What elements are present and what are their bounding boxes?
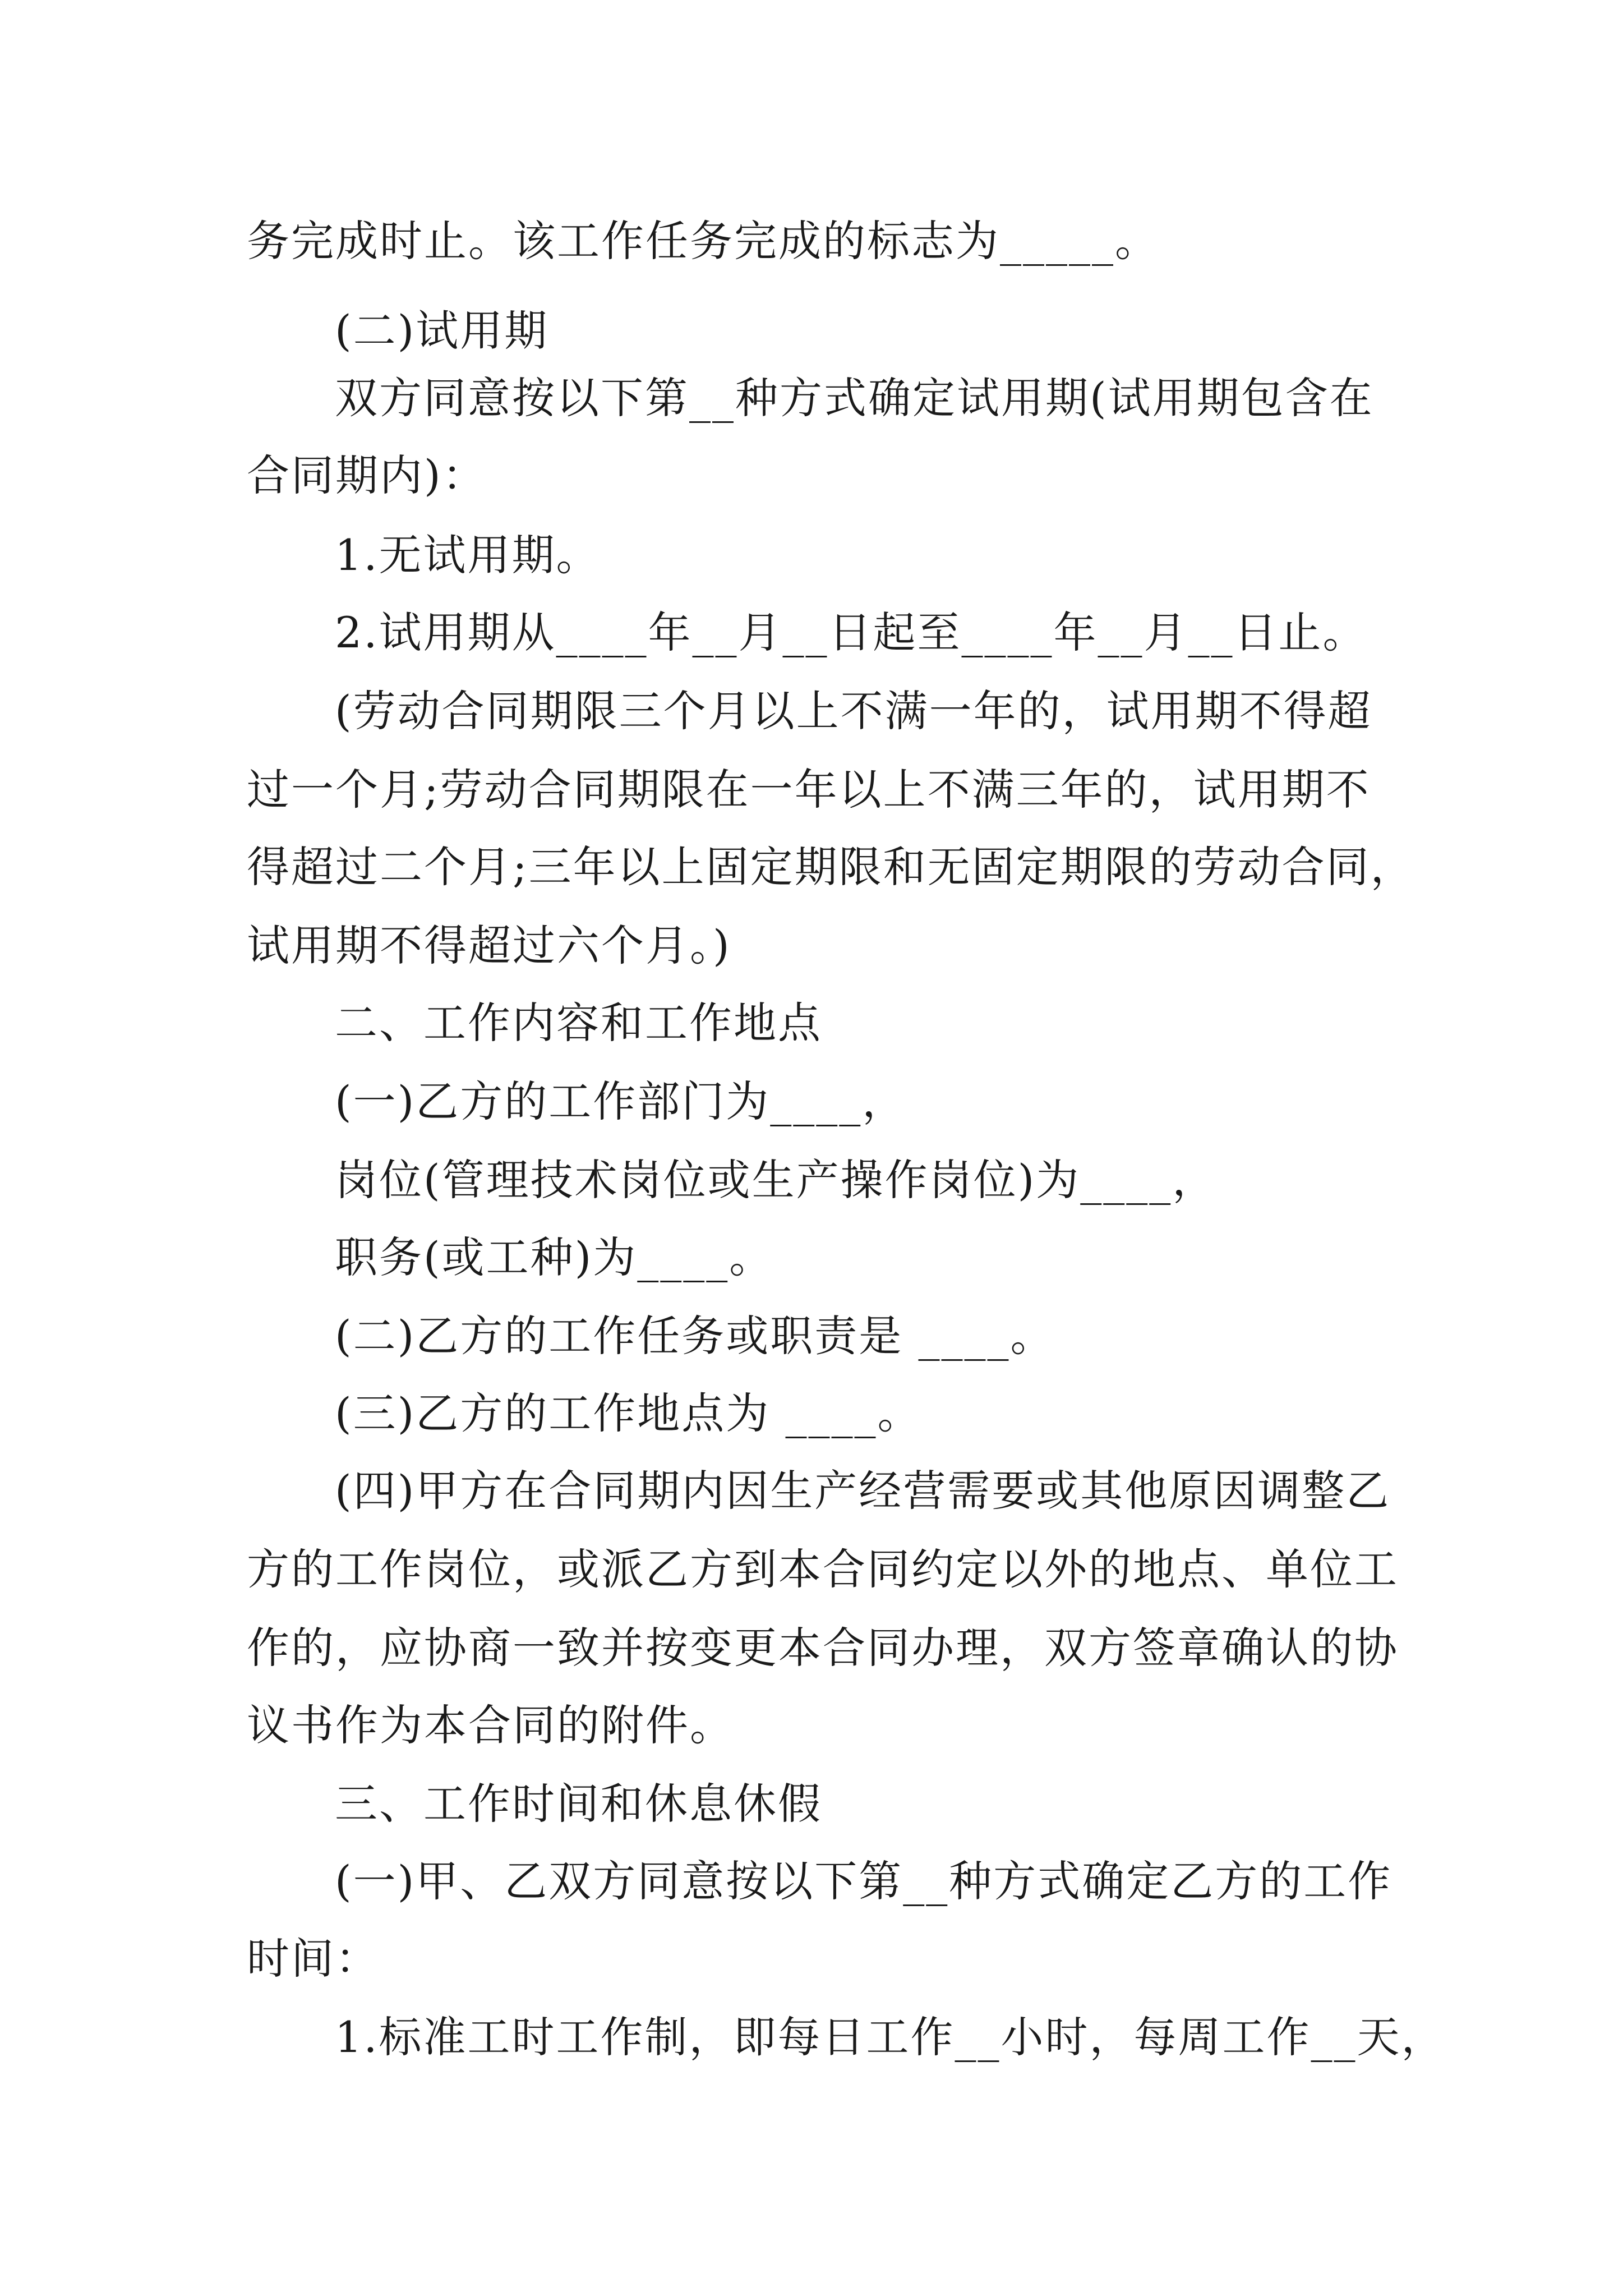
paragraph-line: 试用期不得超过六个月。) bbox=[247, 921, 731, 970]
paragraph-line: 作的，应协商一致并按变更本合同办理，双方签章确认的协 bbox=[247, 1623, 1399, 1673]
paragraph-line: (一)乙方的工作部门为____， bbox=[335, 1076, 907, 1126]
section-heading: 三、工作时间和休息休假 bbox=[335, 1779, 822, 1829]
paragraph-line: 方的工作岗位，或派乙方到本合同约定以外的地点、单位工 bbox=[247, 1544, 1399, 1594]
paragraph-line: 岗位(管理技术岗位或生产操作岗位)为____， bbox=[335, 1155, 1217, 1205]
list-item: 1.标准工时工作制，即每日工作__小时，每周工作__天， bbox=[335, 2012, 1446, 2062]
paragraph-line: 得超过二个月;三年以上固定期限和无固定期限的劳动合同， bbox=[247, 842, 1415, 892]
paragraph-line: (三)乙方的工作地点为 ____。 bbox=[335, 1388, 922, 1438]
paragraph-line: 时间： bbox=[247, 1934, 380, 1984]
paragraph-line: 双方同意按以下第__种方式确定试用期(试用期包含在 bbox=[335, 373, 1374, 423]
list-item: 2.试用期从____年__月__日起至____年__月__日止。 bbox=[335, 608, 1367, 657]
paragraph-line: (四)甲方在合同期内因生产经营需要或其他原因调整乙 bbox=[335, 1466, 1391, 1516]
paragraph-line: 过一个月;劳动合同期限在一年以上不满三年的，试用期不 bbox=[247, 765, 1371, 815]
section-heading: 二、工作内容和工作地点 bbox=[335, 998, 822, 1048]
section-heading: (二)试用期 bbox=[335, 306, 549, 356]
paragraph-line: (二)乙方的工作任务或职责是 ____。 bbox=[335, 1311, 1055, 1361]
paragraph-line: 合同期内)： bbox=[247, 450, 487, 500]
paragraph-line: 议书作为本合同的附件。 bbox=[247, 1700, 734, 1750]
list-item: 1.无试用期。 bbox=[335, 530, 601, 580]
paragraph-line: 务完成时止。该工作任务完成的标志为_____。 bbox=[247, 216, 1159, 266]
paragraph-line: (一)甲、乙双方同意按以下第__种方式确定乙方的工作 bbox=[335, 1856, 1393, 1906]
paragraph-line: 职务(或工种)为____。 bbox=[335, 1232, 774, 1282]
paragraph-line: (劳动合同期限三个月以上不满一年的，试用期不得超 bbox=[335, 686, 1372, 736]
